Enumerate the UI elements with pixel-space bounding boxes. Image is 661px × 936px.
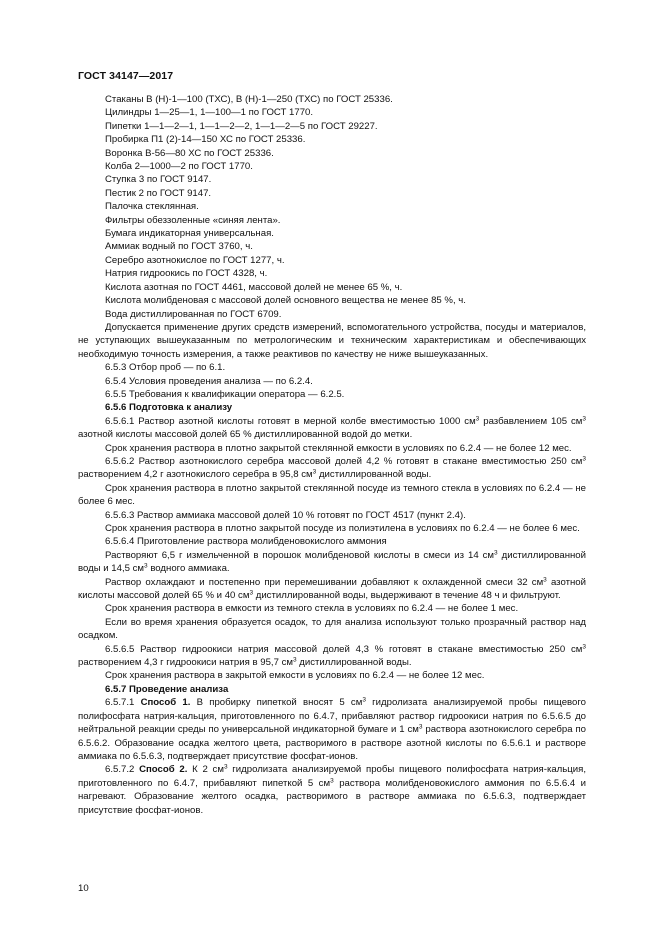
section-6-5-6-4: 6.5.6.4 Приготовление раствора молибденовокислого аммония bbox=[105, 536, 387, 548]
storage-note: Срок хранения раствора в плотно закрытой посуде из полиэтилена в условиях по 6.2.4 — не более 6 мес. bbox=[105, 523, 580, 534]
section-6-5-6-1: 6.5.6.1 Раствор азотной кислоты готовят в мерной колбе вместимостью 1000 $см^3$ разбавлением 105 $см^3$ азотной кислоты массовой долей 65 % дистиллированной водой до метки. bbox=[78, 415, 586, 441]
list-item: Пипетки 1—1—2—1, 1—1—2—2, 1—1—2—5 по ГОСТ 29227. bbox=[105, 120, 378, 132]
sediment-note: Если во время хранения образуется осадок, то для анализа используют только прозрачный раствор над осадком. bbox=[78, 616, 586, 642]
list-item: Фильтры обеззоленные «синяя лента». bbox=[105, 214, 281, 226]
procedure-paragraph: Раствор охлаждают и постепенно при перемешивании добавляют к охлажденной смеси 32 $см^3$ азотной кислоты массовой долей 65 % и 40 $см^3$ дистиллированной воды, выдерживают в течение 48 ч и фильтруют. bbox=[78, 576, 586, 602]
list-item: Кислота молибденовая с массовой долей основного вещества не менее 85 %, ч. bbox=[105, 295, 466, 307]
section-6-5-7-2: 6.5.7.2 Способ 2. К 2 $см^3$ гидролизата анализируемой пробы пищевого полифосфата натрия-кальция, приготовленного по 6.4.7, прибавляют пипеткой 5 $см^3$ раствора молибденовокислого аммония по 6.5.6.4 и нагревают. Образование желтого осадка, растворимого в растворе аммиака по 6.5.6.3, подтверждает присутствие фосфат-ионов. bbox=[78, 763, 586, 816]
list-item: Стаканы В (Н)-1—100 (ТХС), В (Н)-1—250 (ТХС) по ГОСТ 25336. bbox=[105, 94, 393, 105]
list-item: Цилиндры 1—25—1, 1—100—1 по ГОСТ 1770. bbox=[105, 107, 314, 119]
section-6-5-6-2: 6.5.6.2 Раствор азотнокислого серебра массовой долей 4,2 % готовят в стакане вместимостью 250 $см^3$ растворением 4,2 г азотнокислого серебра в 95,8 $см^3$ дистиллированной воды. bbox=[78, 455, 586, 481]
list-item: Серебро азотнокислое по ГОСТ 1277, ч. bbox=[105, 254, 285, 266]
section-6-5-6-3: 6.5.6.3 Раствор аммиака массовой долей 10 % готовят по ГОСТ 4517 (пункт 2.4). bbox=[105, 509, 466, 521]
page-number: 10 bbox=[78, 883, 89, 894]
standard-code-header: ГОСТ 34147—2017 bbox=[78, 70, 174, 82]
list-item: Пестик 2 по ГОСТ 9147. bbox=[105, 187, 212, 199]
list-item: Палочка стеклянная. bbox=[105, 201, 199, 213]
section-6-5-7-1: 6.5.7.1 Способ 1. В пробирку пипеткой вносят 5 $см^3$ гидролизата анализируемой пробы пищевого полифосфата натрия-кальция, приготовленного по 6.4.7, прибавляют раствор гидроокиси натрия по 6.5.6.5 до нейтральной реакции среды по универсальной индикаторной бумаге и 1 $см^3$ раствора азотнокислого серебра по 6.5.6.2. Образование осадка желтого цвета, растворимого в растворе азотной кислоты по 6.5.6.1 и растворе аммиака по 6.5.6.3, подтверждает присутствие фосфат-ионов. bbox=[78, 696, 586, 762]
section-6-5-3: 6.5.3 Отбор проб — по 6.1. bbox=[105, 362, 226, 374]
list-item: Вода дистиллированная по ГОСТ 6709. bbox=[105, 308, 282, 320]
storage-note: Срок хранения раствора в закрытой емкости в условиях по 6.2.4 — не более 12 мес. bbox=[105, 670, 485, 682]
section-6-5-4: 6.5.4 Условия проведения анализа — по 6.2.4. bbox=[105, 375, 313, 387]
storage-note: Срок хранения раствора в плотно закрытой стеклянной посуде из темного стекла в условиях по 6.2.4 — не более 6 мес. bbox=[78, 482, 586, 508]
procedure-paragraph: Растворяют 6,5 г измельченной в порошок молибденовой кислоты в смеси из 14 $см^3$ дистиллированной воды и 14,5 $см^3$ водного аммиака. bbox=[78, 549, 586, 575]
storage-note: Срок хранения раствора в емкости из темного стекла в условиях по 6.2.4 — не более 1 мес. bbox=[105, 603, 519, 615]
list-item: Кислота азотная по ГОСТ 4461, массовой долей не менее 65 %, ч. bbox=[105, 281, 403, 293]
list-item: Аммиак водный по ГОСТ 3760, ч. bbox=[105, 241, 253, 253]
allowed-alternatives-paragraph: Допускается применение других средств измерений, вспомогательного устройства, посуды и материалов, не уступающих вышеуказанным по метрологическим и техническим характеристикам и обеспечивающих необходимую точность измерения, а также реактивов по качеству не ниже вышеуказанных. bbox=[78, 321, 586, 360]
section-heading-6-5-6: 6.5.6 Подготовка к анализу bbox=[105, 402, 233, 414]
section-6-5-6-5: 6.5.6.5 Раствор гидроокиси натрия массовой долей 4,3 % готовят в стакане вместимостью 250 $см^3$ растворением 4,3 г гидроокиси натрия в 95,7 $см^3$ дистиллированной воды. bbox=[78, 643, 586, 669]
storage-note: Срок хранения раствора в плотно закрытой стеклянной емкости в условиях по 6.2.4 — не более 12 мес. bbox=[105, 442, 572, 454]
section-6-5-5: 6.5.5 Требования к квалификации оператора — 6.2.5. bbox=[105, 388, 345, 400]
list-item: Пробирка П1 (2)-14—150 ХС по ГОСТ 25336. bbox=[105, 134, 306, 146]
section-heading-6-5-7: 6.5.7 Проведение анализа bbox=[105, 683, 229, 695]
list-item: Натрия гидроокись по ГОСТ 4328, ч. bbox=[105, 268, 268, 280]
document-body bbox=[78, 93, 586, 817]
list-item: Ступка 3 по ГОСТ 9147. bbox=[105, 174, 212, 186]
list-item: Колба 2—1000—2 по ГОСТ 1770. bbox=[105, 161, 253, 173]
list-item: Воронка В-56—80 ХС по ГОСТ 25336. bbox=[105, 147, 274, 159]
list-item: Бумага индикаторная универсальная. bbox=[105, 228, 274, 240]
